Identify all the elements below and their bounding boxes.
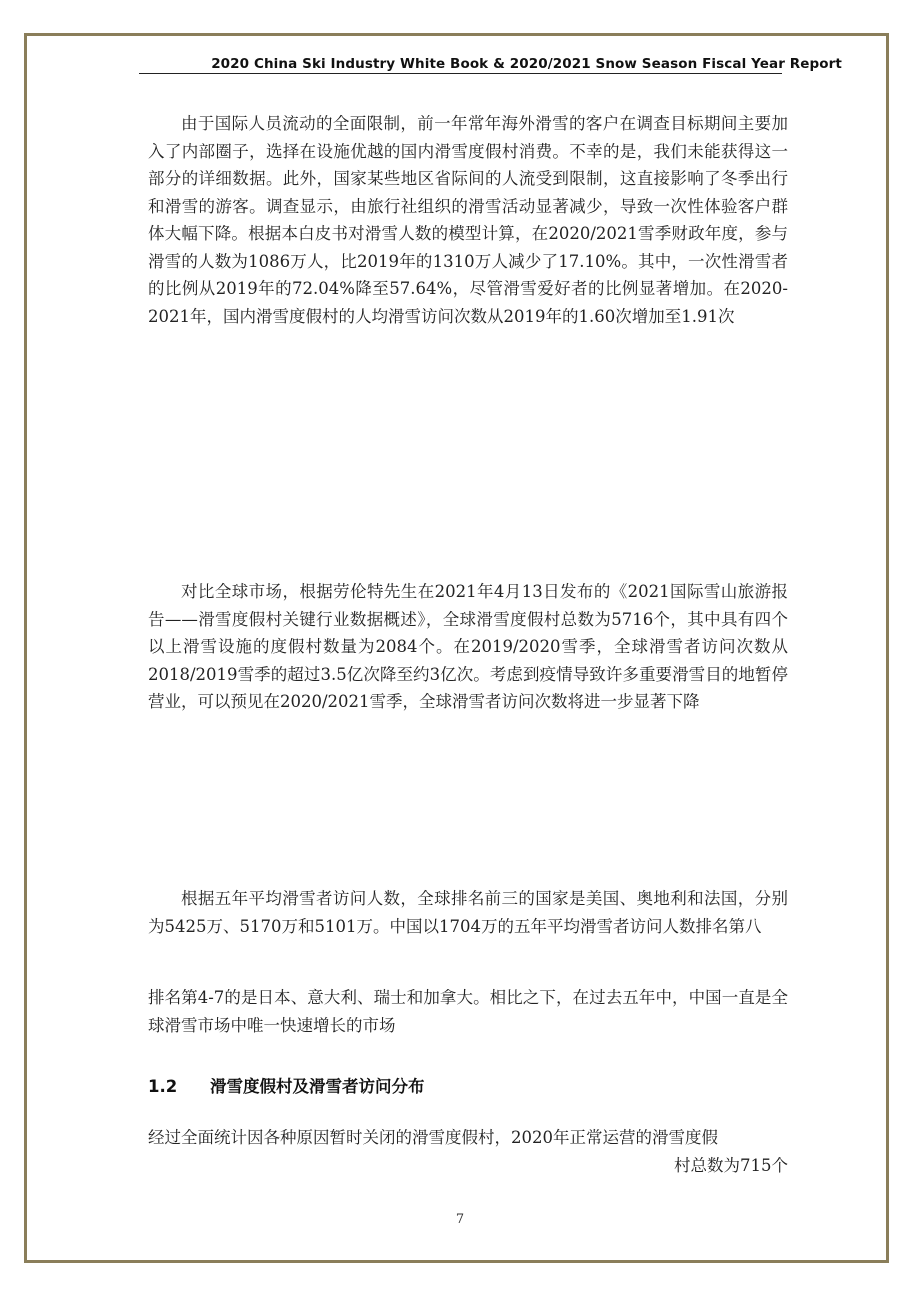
section-number: 1.2 (148, 1077, 178, 1096)
paragraph-domestic-skiers: 由于国际人员流动的全面限制，前一年常年海外滑雪的客户在调查目标期间主要加入了内部圈子，选择在设施优越的国内滑雪度假村消费。不幸的是，我们未能获得这一部分的详细数据。此外，国家某些地区省际间的人流受到限制，这直接影响了冬季出行和滑雪的游客。调查显示，由旅行社组织的滑雪活动显著减少，导致一次性体验客户群体大幅下降。根据本白皮书对滑雪人数的模型计算，在2020/2021雪季财政年度，参与滑雪的人数为1086万人，比2019年的1310万人减少了17.10%。其中，一次性滑雪者的比例从2019年的72.04%降至57.64%，尽管滑雪爱好者的比例显著增加。在2020-2021年，国内滑雪度假村的人均滑雪访问次数从2019年的1.60次增加至1.91次 (148, 114, 788, 326)
paragraph-global-market: 对比全球市场，根据劳伦特先生在2021年4月13日发布的《2021国际雪山旅游报告——滑雪度假村关键行业数据概述》，全球滑雪度假村总数为5716个，其中具有四个以上滑雪设施的度假村数量为2084个。在2019/2020雪季，全球滑雪者访问次数从2018/2019雪季的超过3.5亿次降至约3亿次。考虑到疫情导致许多重要滑雪目的地暂停营业，可以预见在2020/2021雪季，全球滑雪者访问次数将进一步显著下降 (148, 582, 788, 711)
paragraph-resort-count (148, 1124, 788, 1179)
section-title: 滑雪度假村及滑雪者访问分布 (210, 1077, 425, 1096)
running-header: 2020 China Ski Industry White Book & 2020/2021 Snow Season Fiscal Year Report (211, 56, 842, 72)
paragraph-ranking-4-7: 排名第4-7的是日本、意大利、瑞士和加拿大。相比之下，在过去五年中，中国一直是全球滑雪市场中唯一快速增长的市场 (148, 988, 788, 1035)
header-rule (139, 73, 782, 74)
paragraph-resort-count-line1: 经过全面统计因各种原因暂时关闭的滑雪度假村，2020年正常运营的滑雪度假 (148, 1128, 718, 1147)
page-number: 7 (455, 1212, 465, 1227)
section-heading (148, 1073, 425, 1097)
paragraph-country-ranking: 根据五年平均滑雪者访问人数，全球排名前三的国家是美国、奥地利和法国，分别为5425万、5170万和5101万。中国以1704万的五年平均滑雪者访问人数排名第八 (148, 889, 788, 936)
paragraph-resort-count-line2: 村总数为715个 (674, 1155, 788, 1175)
